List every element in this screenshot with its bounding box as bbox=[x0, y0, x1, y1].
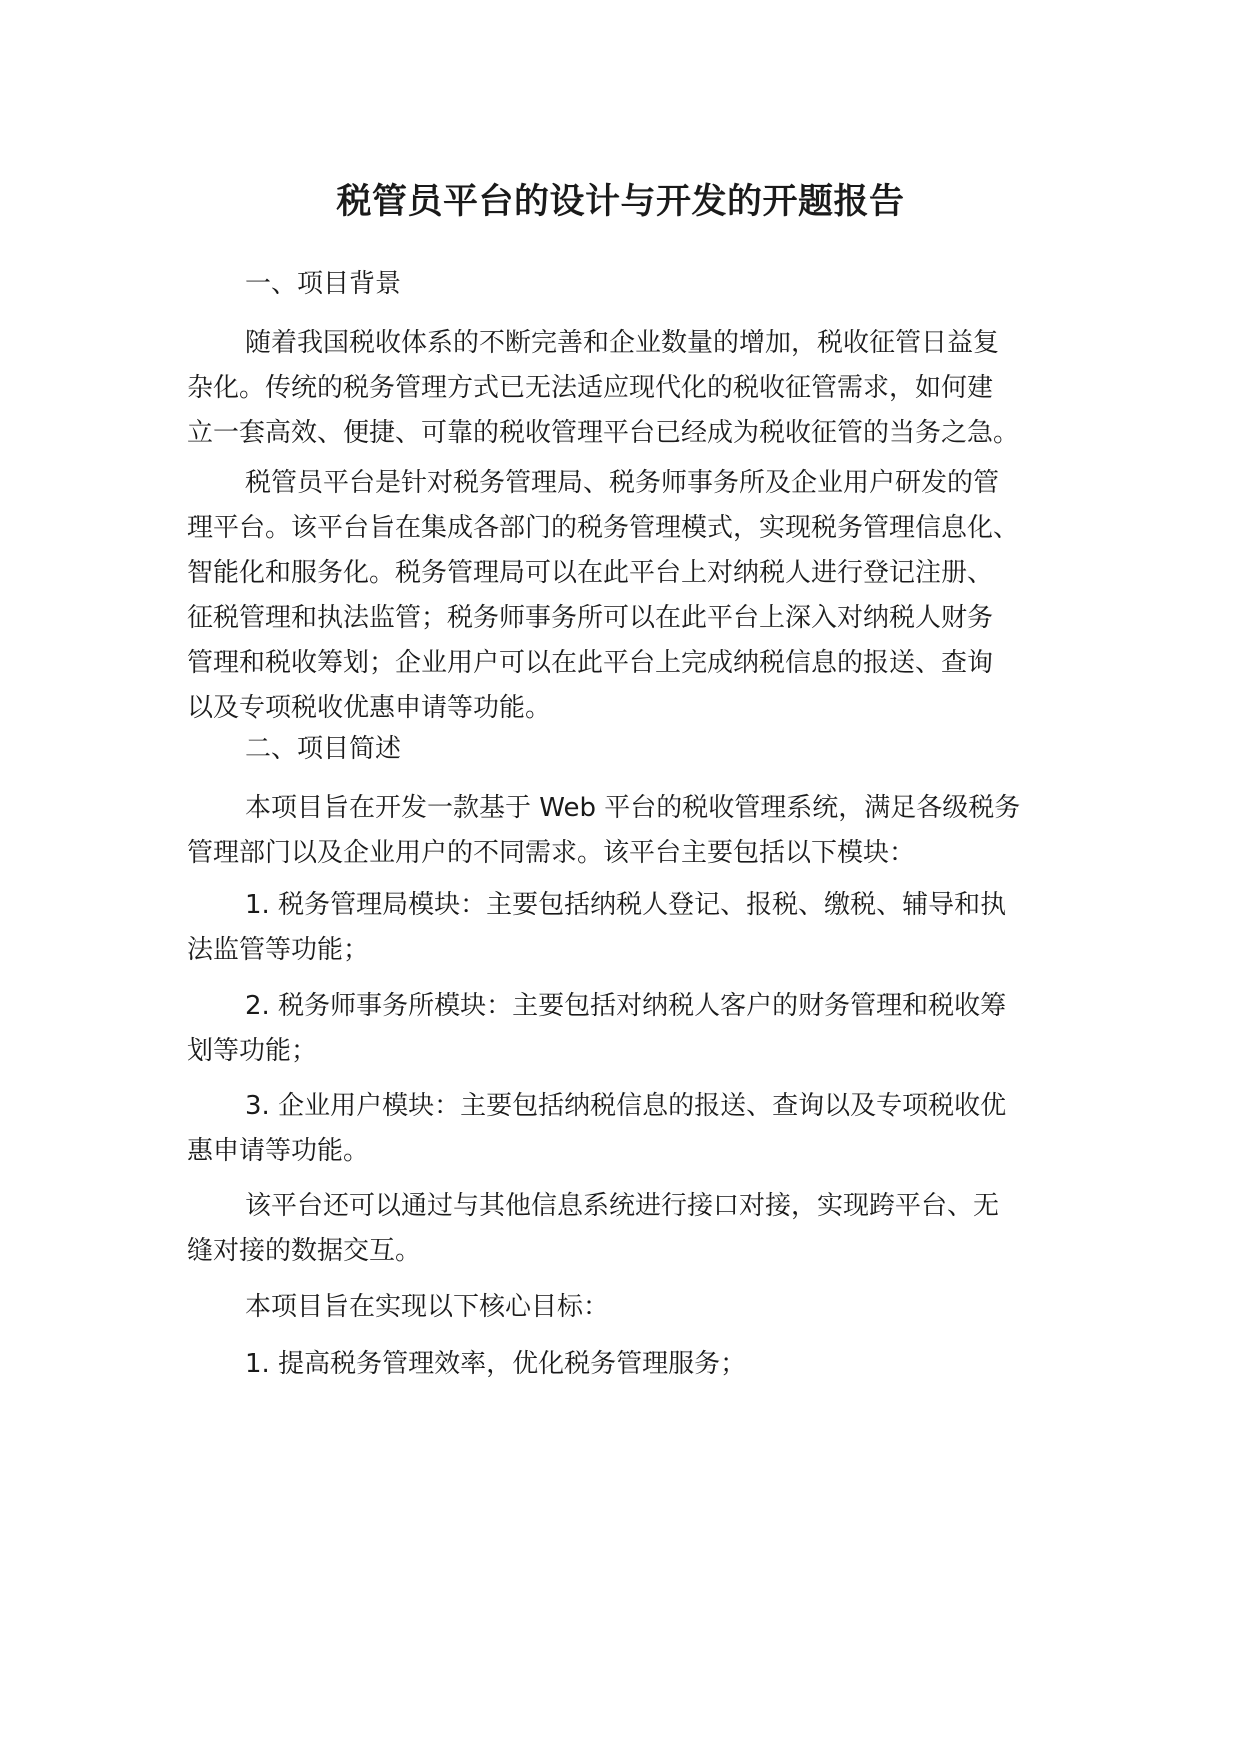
paragraph-line: 杂化。传统的税务管理方式已无法适应现代化的税收征管需求，如何建 bbox=[187, 373, 994, 403]
paragraph-line: 本项目旨在实现以下核心目标： bbox=[245, 1292, 610, 1322]
list-item-tax-bureau-module bbox=[187, 883, 1067, 973]
paragraph-line: 随着我国税收体系的不断完善和企业数量的增加，税收征管日益复 bbox=[245, 328, 1000, 358]
paragraph-line: 理平台。该平台旨在集成各部门的税务管理模式，实现税务管理信息化、 bbox=[187, 513, 1020, 543]
paragraph-line: 缝对接的数据交互。 bbox=[187, 1236, 422, 1266]
list-item-goal-1 bbox=[187, 1342, 1067, 1387]
paragraph-line: 1. 税务管理局模块：主要包括纳税人登记、报税、缴税、辅导和执 bbox=[245, 890, 1007, 920]
document-title: 税管员平台的设计与开发的开题报告 bbox=[336, 182, 905, 222]
paragraph-line: 管理和税收筹划；企业用户可以在此平台上完成纳税信息的报送、查询 bbox=[187, 648, 994, 678]
paragraph-line: 3. 企业用户模块：主要包括纳税信息的报送、查询以及专项税收优 bbox=[245, 1091, 1007, 1121]
paragraph-goals-intro bbox=[187, 1285, 1067, 1330]
paragraph-platform-intro bbox=[187, 461, 1067, 731]
section-heading-text: 二、项目简述 bbox=[245, 734, 402, 764]
paragraph-interface bbox=[187, 1184, 1067, 1274]
paragraph-line: 本项目旨在开发一款基于 Web 平台的税收管理系统，满足各级税务 bbox=[245, 793, 1021, 823]
list-item-tax-firm-module bbox=[187, 984, 1067, 1074]
paragraph-line: 管理部门以及企业用户的不同需求。该平台主要包括以下模块： bbox=[187, 838, 916, 868]
list-item-enterprise-module bbox=[187, 1084, 1067, 1174]
paragraph-line: 智能化和服务化。税务管理局可以在此平台上对纳税人进行登记注册、 bbox=[187, 558, 994, 588]
paragraph-line: 法监管等功能； bbox=[187, 935, 370, 965]
paragraph-line: 立一套高效、便捷、可靠的税收管理平台已经成为税收征管的当务之急。 bbox=[187, 418, 1020, 448]
section-heading-background bbox=[187, 262, 1067, 307]
paragraph-line: 税管员平台是针对税务管理局、税务师事务所及企业用户研发的管 bbox=[245, 468, 1000, 498]
paragraph-line: 1. 提高税务管理效率，优化税务管理服务； bbox=[245, 1349, 747, 1379]
paragraph-line: 划等功能； bbox=[187, 1036, 318, 1066]
section-heading-overview bbox=[187, 727, 1067, 772]
paragraph-background bbox=[187, 321, 1067, 456]
paragraph-line: 征税管理和执法监管；税务师事务所可以在此平台上深入对纳税人财务 bbox=[187, 603, 994, 633]
paragraph-line: 惠申请等功能。 bbox=[187, 1136, 370, 1166]
paragraph-overview bbox=[187, 786, 1067, 876]
section-heading-text: 一、项目背景 bbox=[245, 269, 402, 299]
paragraph-line: 以及专项税收优惠申请等功能。 bbox=[187, 693, 552, 723]
paragraph-line: 2. 税务师事务所模块：主要包括对纳税人客户的财务管理和税收筹 bbox=[245, 991, 1007, 1021]
paragraph-line: 该平台还可以通过与其他信息系统进行接口对接，实现跨平台、无 bbox=[245, 1191, 1000, 1221]
